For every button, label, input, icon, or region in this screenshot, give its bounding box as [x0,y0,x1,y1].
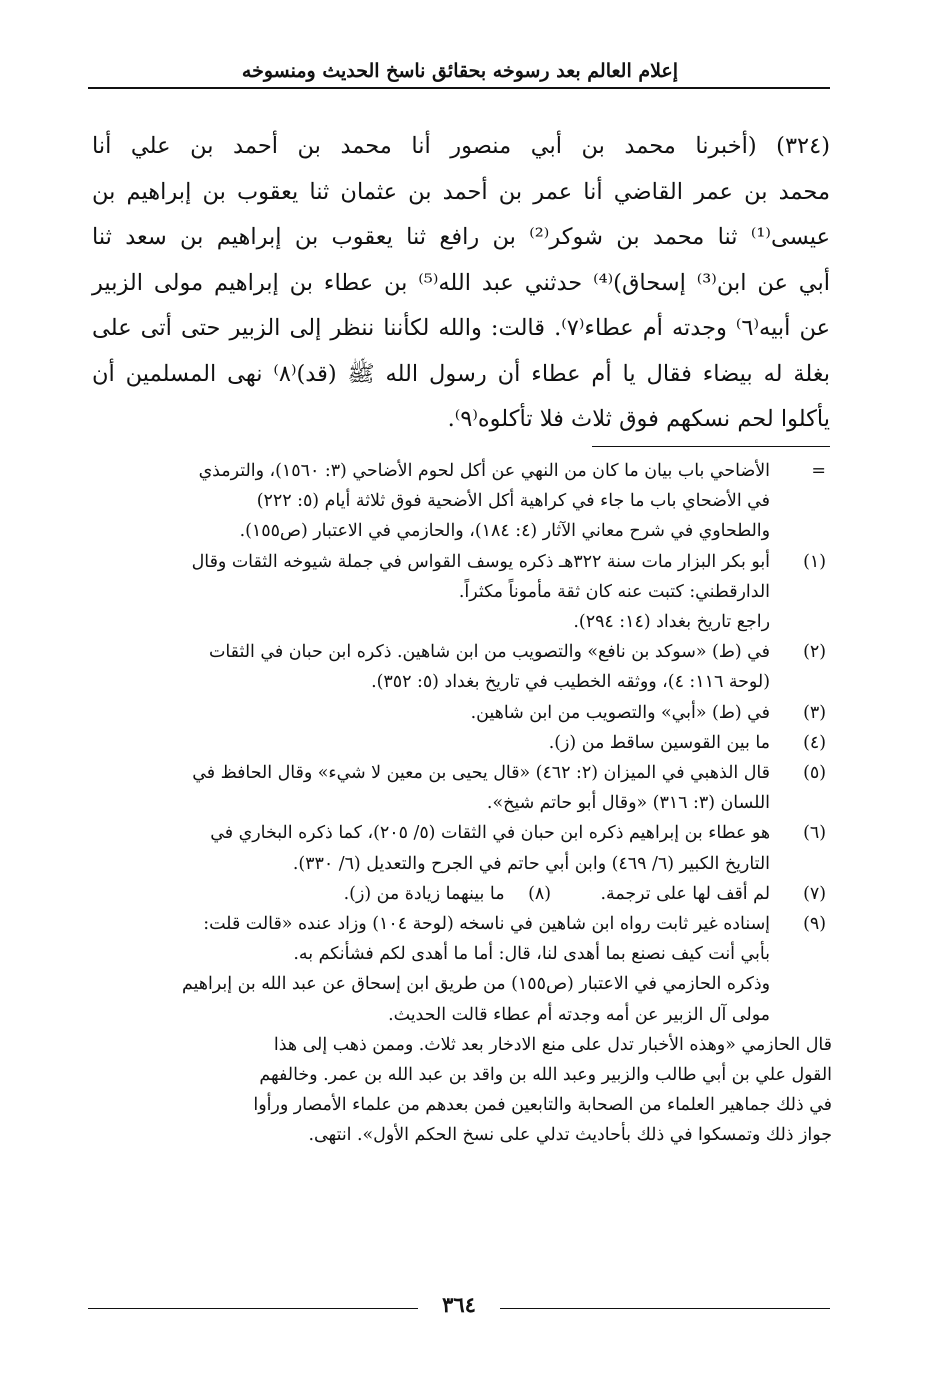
footnote-line: ما بينهما زيادة من (ز). [343,883,505,904]
footer-rule-left [88,1308,418,1309]
footnote-1 [92,547,832,638]
page-number: ٣٦٤ [442,1292,476,1317]
footnote-7-8 [92,879,832,909]
main-line: يأكلوا لحم نسكهم فوق ثلاث فلا تأكلوه⁽٩⁾. [447,406,830,432]
footnote-number: (٥) [803,763,826,784]
footnote-number: (٣) [803,702,826,723]
footnote-separator [592,446,830,447]
footnote-line: راجع تاريخ بغداد (١٤: ٢٩٤). [573,612,770,633]
footer-rule-right [500,1308,830,1309]
footnote-number: (٦) [803,823,826,844]
footnote-number: (٩) [803,914,826,935]
footnote-marker: = [811,461,826,481]
footnote-line: قال الذهبي في الميزان (٢: ٤٦٢) «قال يحيى بن معين لا شيء» وقال الحافظ في [192,763,770,784]
footnote-line: القول علي بن أبي طالب والزبير وعبد الله بن واقد بن عبد الله بن عمر. وخالفهم [259,1065,832,1086]
footnote-5 [92,758,832,818]
footnote-3 [92,698,832,728]
footnote-2 [92,637,832,697]
footnote-number: (١) [803,551,826,572]
footnote-number: (٤) [803,732,826,753]
main-line: بغلة له بيضاء فقال يا أم عطاء أن رسول الله ﷺ (قد)⁽٨⁾ نهى المسلمين أن [92,360,830,387]
footnote-line: إسناده غير ثابت رواه ابن شاهين في ناسخه (لوحة ١٠٤) وزاد عنده «قالت قلت: [203,914,770,935]
footnote-line: بأبي أنت كيف نصنع بما أهدى لنا، قال: أما ما أهدى لكم فشأنكم به. [293,944,770,965]
page-footer [88,1290,830,1320]
header-rule [88,87,830,89]
footnote-line: في ذلك جماهير العلماء من الصحابة والتابعين فمن بعدهم من علماء الأمصار ورأوا [253,1095,832,1116]
running-header: إعلام العالم بعد رسوخه بحقائق ناسخ الحديث ومنسوخه [241,60,679,82]
main-hadith-text [92,124,830,443]
footnote-line: هو عطاء بن إبراهيم ذكره ابن حبان في الثقات (٥/ ٢٠٥)، كما ذكره البخاري في [210,823,770,844]
footnote-6 [92,818,832,878]
footnote-line: أبو بكر البزار مات سنة ٣٢٢هـ ذكره يوسف القواس في جملة شيوخه الثقات وقال [191,551,770,572]
main-line: محمد بن عمر القاضي أنا عمر بن أحمد بن عثمان ثنا يعقوب بن إبراهيم بن [92,178,830,205]
footnote-9-continued [92,1030,832,1151]
footnote-line: في (ط) «أبي» والتصويب من ابن شاهين. [470,702,770,723]
footnote-9 [92,909,832,1030]
footnote-line: ما بين القوسين ساقط من (ز). [548,732,770,753]
footnote-number: (٧) [803,883,826,904]
footnote-line: الأضاحي باب بيان ما كان من النهي عن أكل لحوم الأضاحي (٣: ١٥٦٠)، والترمذي [198,461,770,481]
main-line: (٣٢٤) (أخبرنا محمد بن أبي منصور أنا محمد بن أحمد بن علي أنا [92,133,830,159]
footnote-line: الدارقطني: كتبت عنه كان ثقة مأموناً مكثراً. [458,581,770,602]
footnote-line: في الأضحاي باب ما جاء في كراهية أكل الأضحية فوق ثلاثة أيام (٥: ٢٢٢) [256,491,770,512]
main-line: عن أبيه⁽٦⁾ وجدته أم عطاء⁽٧⁾. قالت: والله لكأننا ننظر إلى الزبير حتى أتى على [92,315,830,341]
footnote-number: (٨) [528,883,551,904]
footnote-line: في (ط) «سوكد بن نافع» والتصويب من ابن شاهين. ذكره ابن حبان في الثقات [209,642,770,663]
footnote-line: قال الحازمي «وهذه الأخبار تدل على منع الادخار بعد ثلاث. وممن ذهب إلى هذا [273,1034,832,1055]
footnote-line: وذكره الحازمي في الاعتبار (ص١٥٥) من طريق ابن إسحاق عن عبد الله بن إبراهيم [181,974,770,995]
footnote-4 [92,728,832,758]
footnote-line: اللسان (٣: ٣١٦) «وقال أبو حاتم شيخ». [486,793,770,814]
footnote-continuation [92,456,832,547]
main-line: أبي عن ابن⁽³⁾ إسحاق)⁽⁴⁾ حدثني عبد الله⁽⁵⁾ بن عطاء بن إبراهيم مولى الزبير [92,269,830,296]
footnote-line: جواز ذلك وتمسكوا في ذلك بأحاديث تدلي على نسخ الحكم الأول». انتهى. [308,1125,832,1146]
footnote-line: التاريخ الكبير (٦/ ٤٦٩) وابن أبي حاتم في الجرح والتعديل (٦/ ٣٣٠). [292,853,770,874]
footnote-line: مولى آل الزبير عن أمه وجدته أم عطاء قالت الحديث. [388,1004,770,1025]
footnote-line: لم أقف لها على ترجمة. [600,883,770,904]
footnotes [92,456,832,1151]
main-line: عيسى⁽¹⁾ ثنا محمد بن شوكر⁽²⁾ بن رافع ثنا يعقوب بن إبراهيم بن سعد ثنا [92,224,830,250]
footnote-line: والطحاوي في شرح معاني الآثار (٤: ١٨٤)، والحازمي في الاعتبار (ص١٥٥). [239,521,770,542]
footnote-line: (لوحة ١١٦: ٤)، ووثقه الخطيب في تاريخ بغداد (٥: ٣٥٢). [371,672,770,693]
footnote-number: (٢) [803,642,826,663]
